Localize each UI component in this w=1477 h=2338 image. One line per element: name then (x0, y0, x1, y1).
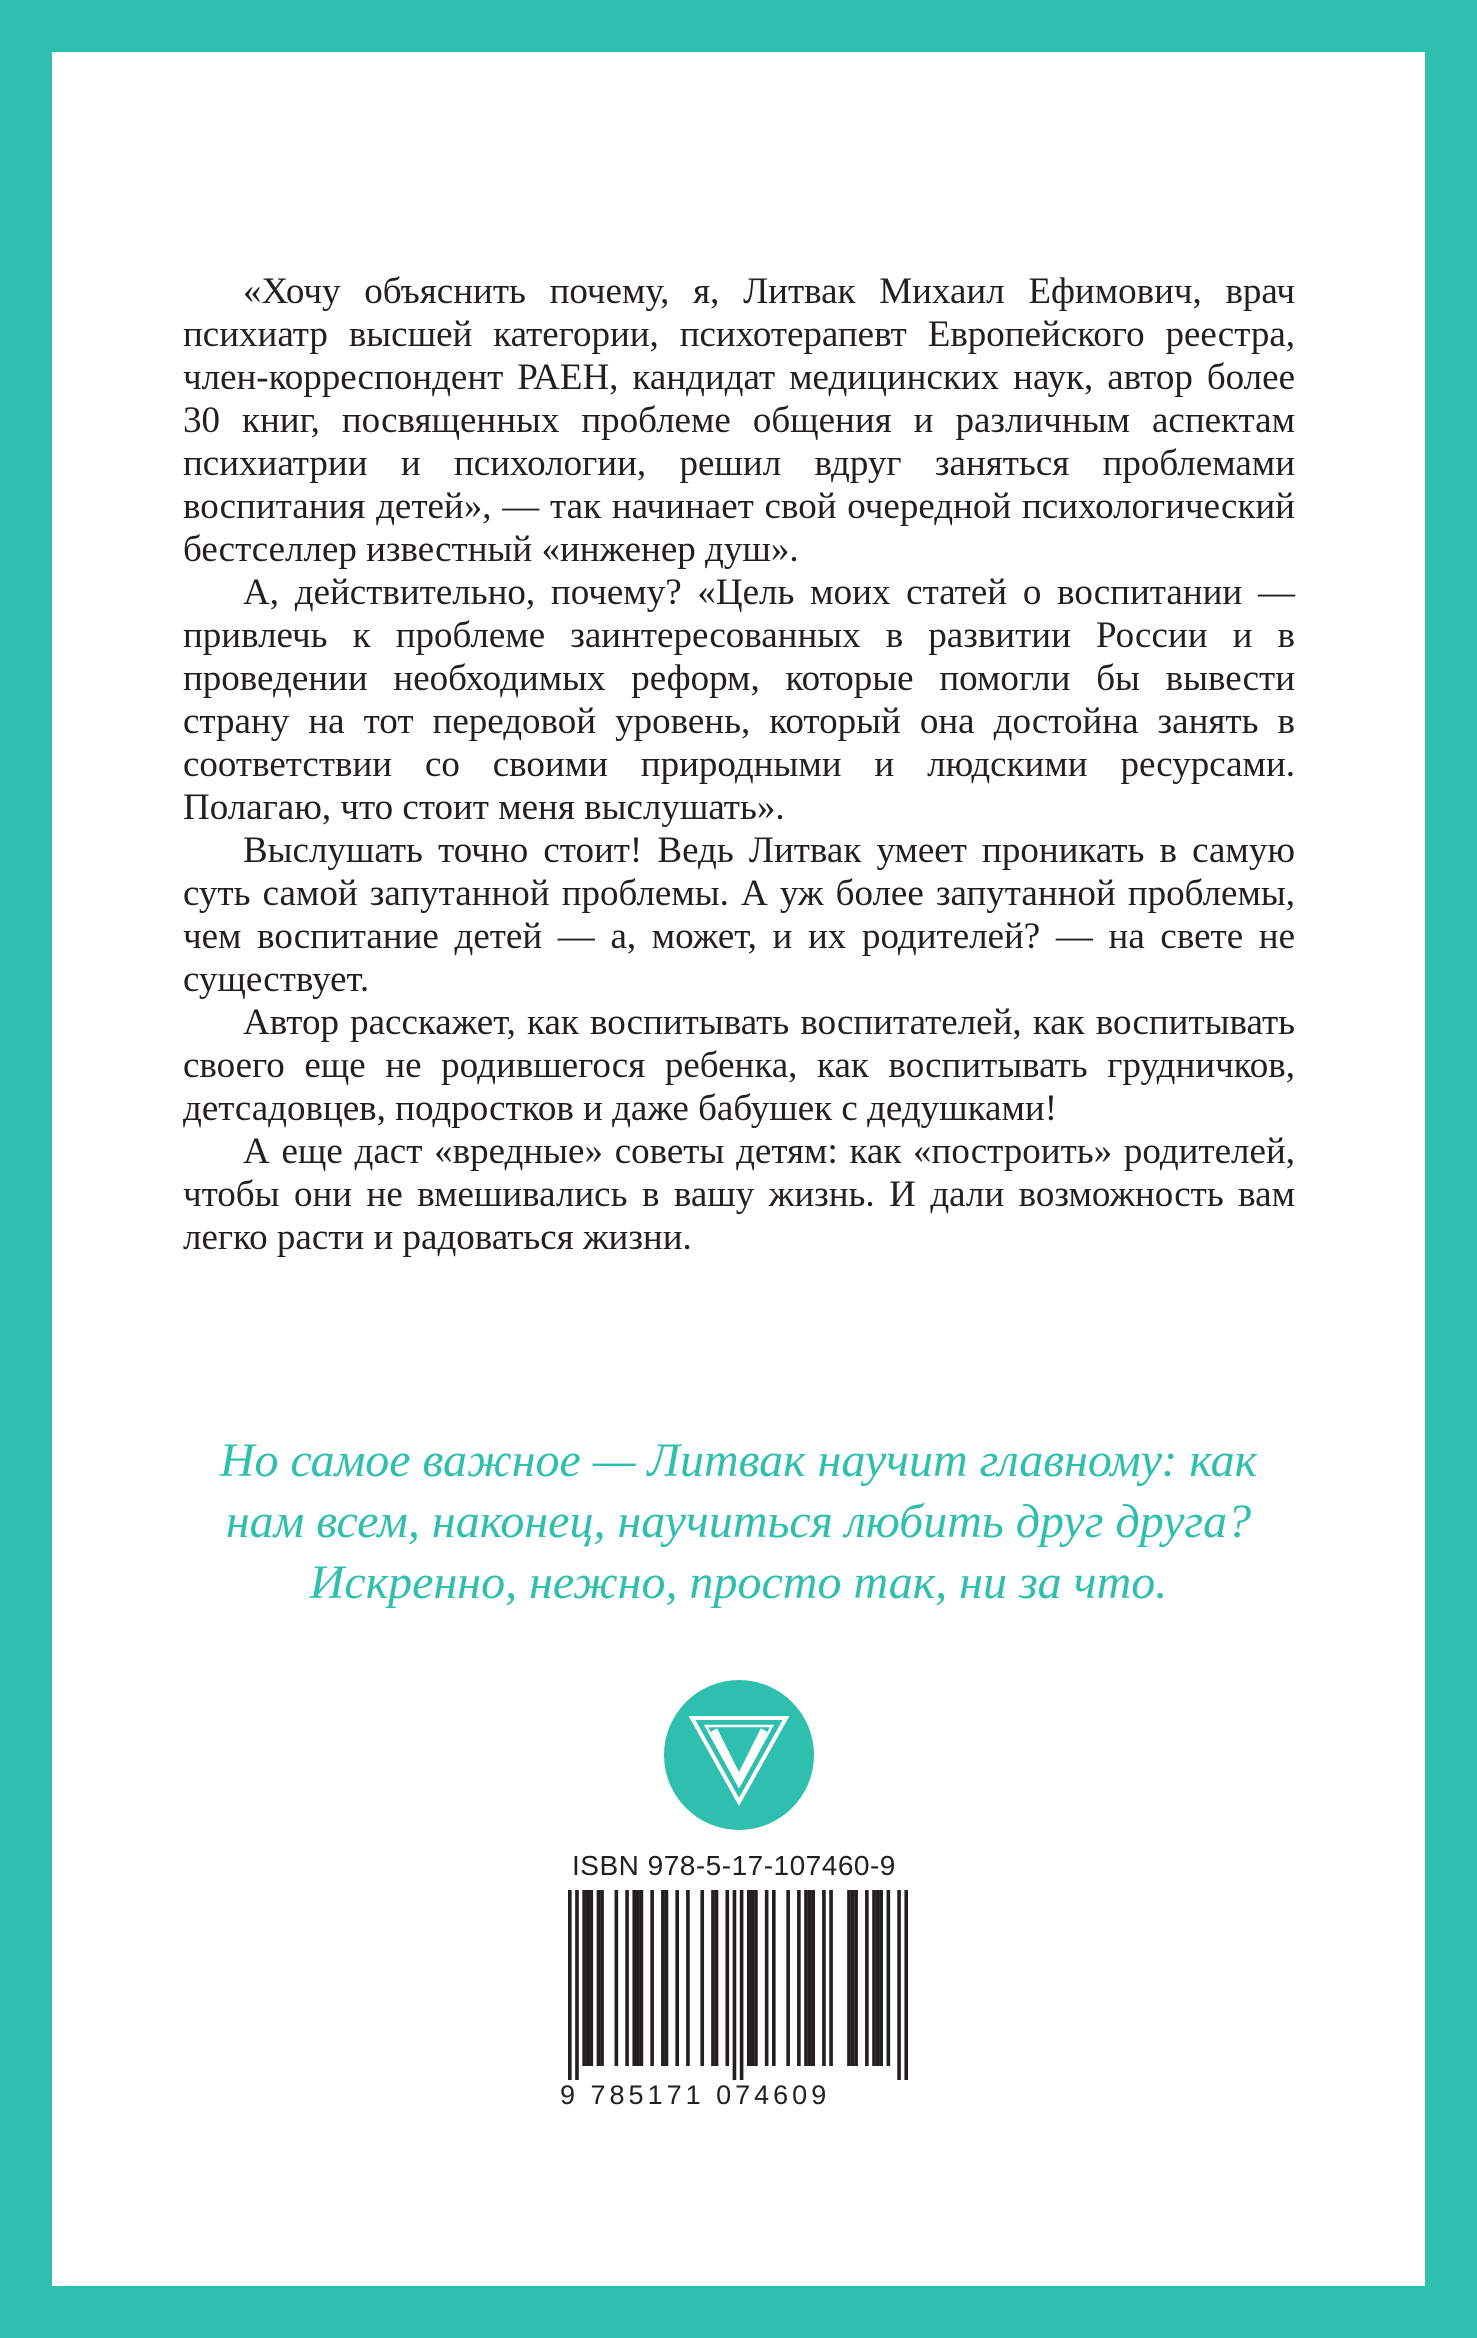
barcode-bar (765, 1890, 769, 2066)
barcode-bar (808, 1890, 812, 2066)
barcode-bar (897, 1890, 901, 2080)
description-paragraph: Выслушать точно стоит! Ведь Литвак умеет проникать в самую суть самой запутанной проблемы. А уж более запутанной проблемы, чем воспитание детей — а, может, и их родителей? — на свете не существует. (183, 830, 1295, 1000)
barcode-bar (851, 1890, 855, 2066)
barcode-bar (754, 1890, 758, 2066)
barcode-bar (829, 1890, 833, 2066)
barcode-bar (879, 1890, 883, 2066)
barcode-bar (661, 1890, 665, 2066)
barcode-bar (751, 1890, 755, 2066)
barcode-bar (568, 1890, 572, 2080)
barcode-bar (772, 1890, 776, 2066)
barcode-bar (700, 1890, 704, 2066)
barcode-bar (597, 1890, 601, 2066)
barcode-bar (822, 1890, 826, 2066)
barcode-bar (600, 1890, 604, 2066)
barcode-bar (872, 1890, 876, 2066)
isbn-barcode (568, 1890, 908, 2080)
barcode-bar (625, 1890, 629, 2066)
isbn-label: ISBN 978-5-17-107460-9 (572, 1850, 896, 1881)
barcode-bar (711, 1890, 715, 2066)
description-paragraph: А еще даст «вредные» советы детям: как «построить» родителей, чтобы они не вмешивались в вашу жизнь. И дали возможность вам легко расти и радоваться жизни. (183, 1131, 1295, 1258)
barcode-bar (575, 1890, 579, 2080)
barcode-bar (586, 1890, 590, 2066)
barcode-digits: 9 785171 074609 (560, 2080, 831, 2110)
highlight-quote (160, 1430, 1317, 1613)
barcode-bar (725, 1890, 729, 2066)
barcode-bar (650, 1890, 654, 2066)
barcode-bar (715, 1890, 719, 2066)
barcode-bar (582, 1890, 586, 2066)
barcode-bar (733, 1890, 737, 2080)
barcode-bar (865, 1890, 869, 2066)
barcode-bar (675, 1890, 679, 2066)
quote-line: Но самое важное — Литвак научит главному: как (219, 1434, 1258, 1487)
quote-line: Искренно, нежно, просто так, ни за что. (309, 1556, 1168, 1609)
description-paragraph: А, действительно, почему? «Цель моих статей о воспитании — привлечь к проблеме заинтересованных в развитии России и в проведении необходимых реформ, которые помогли бы вывести страну на тот передовой уровень, который она достойна занять в соответствии со своими природными и людскими ресурсами. Полагаю, что стоит меня выслушать». (183, 572, 1295, 828)
barcode-bar (615, 1890, 619, 2066)
description-paragraph: Автор расскажет, как воспитывать воспитателей, как воспитывать своего еще не родившегося ребенка, как воспитывать грудничков, детсадовцев, подростков и даже бабушек с дедушками! (183, 1002, 1295, 1129)
barcode-bar (640, 1890, 644, 2066)
description-text (183, 270, 1295, 1259)
quote-line: нам всем, наконец, научиться любить друг друга? (225, 1495, 1252, 1548)
barcode-bar (632, 1890, 636, 2066)
barcode-bar (854, 1890, 858, 2066)
barcode-bar (876, 1890, 880, 2066)
barcode-bar (686, 1890, 690, 2066)
barcode-bar (665, 1890, 669, 2066)
barcode-bar (797, 1890, 801, 2066)
barcode-bar (747, 1890, 751, 2066)
barcode-bar (887, 1890, 891, 2066)
barcode-bar (786, 1890, 790, 2066)
barcode-bar (804, 1890, 808, 2066)
barcode-bar (589, 1890, 593, 2066)
barcode-bar (636, 1890, 640, 2066)
barcode-bar (811, 1890, 815, 2066)
barcode-bar (847, 1890, 851, 2066)
description-paragraph: «Хочу объяснить почему, я, Литвак Михаил Ефимович, врач психиатр высшей категории, психотерапевт Европейского реестра, член-корреспондент РАЕН, кандидат медицинских наук, автор более 30 книг, посвященных проблеме общения и различным аспектам психиатрии и психологии, решил вдруг заняться проблемами воспитания детей», — так начинает свой очередной психологический бестселлер известный «инженер душ». (183, 271, 1295, 570)
v-triangle-logo-icon (664, 1680, 814, 1830)
barcode-bar (904, 1890, 908, 2080)
barcode-bar (740, 1890, 744, 2080)
